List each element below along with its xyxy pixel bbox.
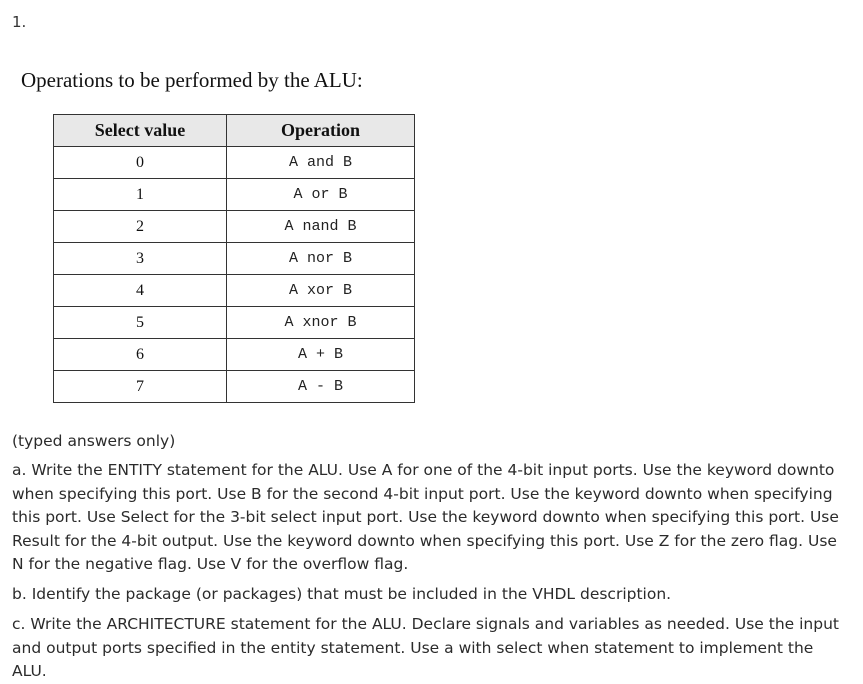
select-value-cell: 5 xyxy=(54,307,227,339)
part-a-instructions: a. Write the ENTITY statement for the ALU. Use A for one of the 4-bit input ports. Use the keyword downto when specifying this port. Use B for the second 4-bit input port. Use the keyword downto when specifying this port. Use Select for the 3-bit select input port. Use the keyword downto when specifying this port. Use Result for the 4-bit output. Use the keyword downto when specifying this port. Use Z for the zero flag. Use N for the negative flag. Use V for the overflow flag. xyxy=(12,461,839,573)
table-row xyxy=(54,211,415,243)
select-value-cell: 0 xyxy=(54,147,227,179)
table-row xyxy=(54,243,415,275)
select-value-cell: 3 xyxy=(54,243,227,275)
table-header-row xyxy=(54,115,415,147)
select-value-cell: 1 xyxy=(54,179,227,211)
select-value-cell: 7 xyxy=(54,371,227,403)
table-row xyxy=(54,275,415,307)
table-row xyxy=(54,307,415,339)
part-b-instructions: b. Identify the package (or packages) that must be included in the VHDL description. xyxy=(12,585,672,603)
header-operation: Operation xyxy=(227,115,415,147)
operation-cell: A xor B xyxy=(227,275,415,307)
part-c-instructions: c. Write the ARCHITECTURE statement for the ALU. Declare signals and variables as needed. Use the input and output ports specified in the entity statement. Use a with select when statement to implement the ALU. xyxy=(12,615,839,680)
table-row xyxy=(54,179,415,211)
alu-operations-heading: Operations to be performed by the ALU: xyxy=(21,68,363,92)
table-row xyxy=(54,371,415,403)
table-row xyxy=(54,339,415,371)
table-row xyxy=(54,147,415,179)
question-number: 1. xyxy=(12,13,27,31)
typed-answers-note: (typed answers only) xyxy=(12,432,176,450)
select-value-cell: 2 xyxy=(54,211,227,243)
operation-cell: A nor B xyxy=(227,243,415,275)
operation-cell: A and B xyxy=(227,147,415,179)
operation-cell: A + B xyxy=(227,339,415,371)
operation-cell: A xnor B xyxy=(227,307,415,339)
header-select-value: Select value xyxy=(54,115,227,147)
select-value-cell: 6 xyxy=(54,339,227,371)
operation-cell: A - B xyxy=(227,371,415,403)
operation-cell: A nand B xyxy=(227,211,415,243)
select-value-cell: 4 xyxy=(54,275,227,307)
operation-cell: A or B xyxy=(227,179,415,211)
alu-operations-table xyxy=(53,114,415,403)
